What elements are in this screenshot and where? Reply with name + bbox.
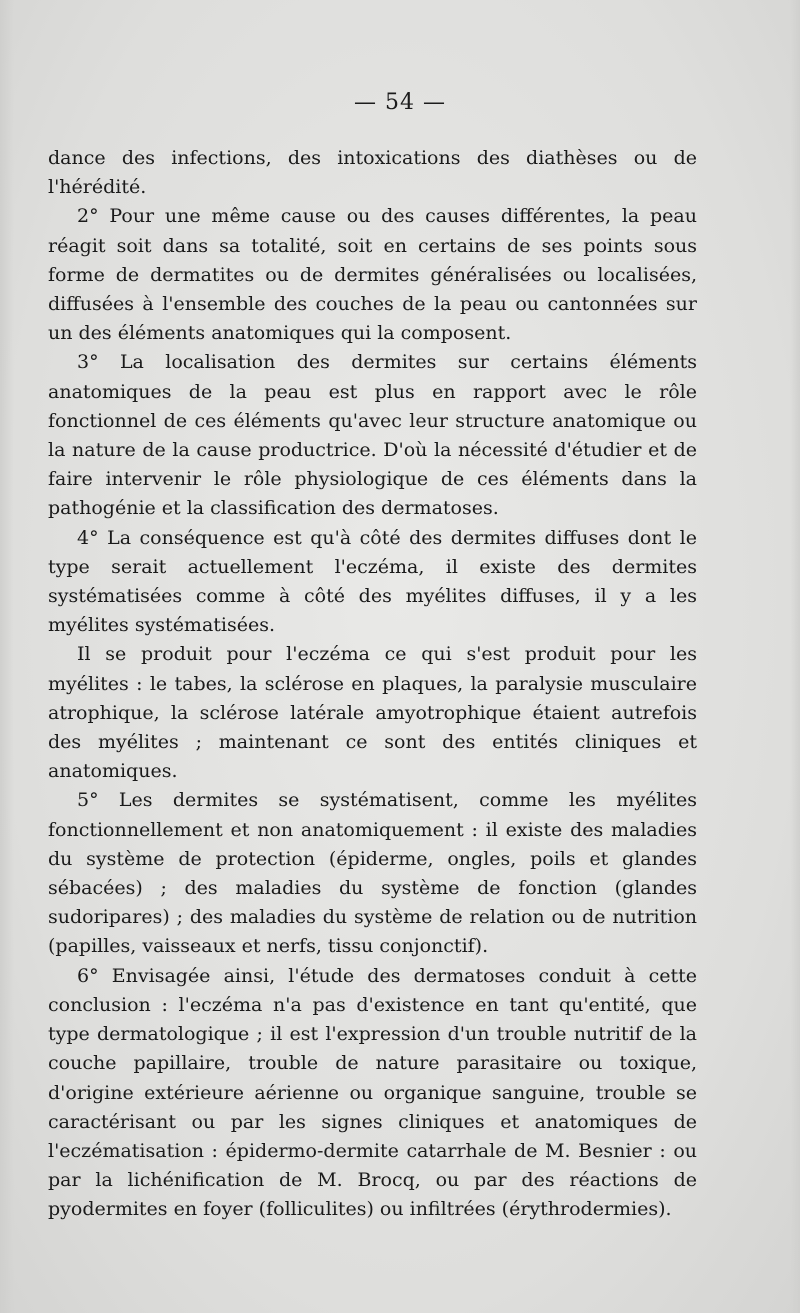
paragraph-point-2: 2° Pour une même cause ou des causes différentes, la peau réagit soit dans sa totalité, soit en certains de ses points sous forme de dermatites ou de dermites généralisées ou localisées, diffusées à l'ensemble des couches de la peau ou cantonnées sur un des éléments anatomiques qui la composent. [48, 205, 697, 345]
page-number: — 54 — [354, 90, 446, 115]
paragraph-point-5: 5° Les dermites se systématisent, comme les myélites fonctionnellement et non anatomiquement : il existe des maladies du système de protection (épiderme, ongles, poils et glandes sébacées) ; des maladies du système de fonction (glandes sudoripares) ; des maladies du système de relation ou de nutrition (papilles, vaisseaux et nerfs, tissu conjonctif). [48, 789, 697, 958]
paragraph-point-4: 4° La conséquence est qu'à côté des dermites diffuses dont le type serait actuellement l'eczéma, il existe des dermites systématisées comme à côté des myélites diffuses, il y a les myélites systématisées. [48, 526, 697, 637]
body-text [48, 144, 697, 1225]
paragraph-point-6: 6° Envisagée ainsi, l'étude des dermatoses conduit à cette conclusion : l'eczéma n'a pas d'existence en tant qu'entité, que type dermatologique ; il est l'expression d'un trouble nutritif de la couche papillaire, trouble de nature parasitaire ou toxique, d'origine extérieure aérienne ou organique sanguine, trouble se caractérisant ou par les signes cliniques et anatomiques de l'eczématisation : épidermo-dermite catarrhale de M. Besnier : ou par la lichénification de M. Brocq, ou par des réactions de pyodermites en foyer (folliculites) ou infiltrées (érythrodermies). [48, 964, 697, 1221]
paragraph-continuation: dance des infections, des intoxications des diathèses ou de l'hérédité. [48, 147, 697, 199]
page-edge-shadow-right [790, 0, 800, 1313]
paragraph-eczema-myelites: Il se produit pour l'eczéma ce qui s'est produit pour les myélites : le tabes, la sclérose en plaques, la paralysie musculaire atrophique, la sclérose latérale amyotrophique étaient autrefois des myélites ; maintenant ce sont des entités cliniques et anatomiques. [48, 643, 697, 783]
page-edge-shadow-left [0, 0, 14, 1313]
paragraph-point-3: 3° La localisation des dermites sur certains éléments anatomiques de la peau est plus en rapport avec le rôle fonctionnel de ces éléments qu'avec leur structure anatomique ou la nature de la cause productrice. D'où la nécessité d'étudier et de faire intervenir le rôle physiologique de ces éléments dans la pathogénie et la classification des dermatoses. [48, 351, 697, 520]
